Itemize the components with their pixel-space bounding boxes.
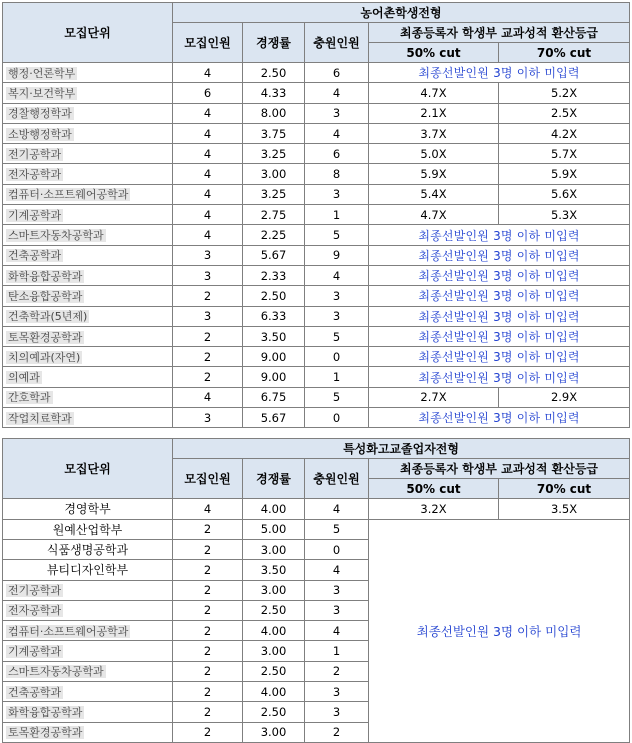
col-header-quota: 모집인원 [173,23,243,63]
add-cell: 6 [305,144,369,164]
not-entered-note: 최종선발인원 3명 이하 미입력 [369,367,630,387]
dept-name: 원예산업학부 [52,522,123,537]
col-header-dept: 모집단위 [3,439,173,499]
dept-name: 경영학부 [64,502,111,517]
dept-name: 전기공학과 [8,584,62,598]
cut70-cell: 5.6X [499,184,630,204]
add-cell: 4 [305,499,369,519]
col-header-50cut: 50% cut [369,43,499,63]
dept-cell [3,641,173,661]
dept-cell [3,83,173,103]
dept-name: 화학융합공학과 [8,269,83,283]
dept-cell [3,205,173,225]
dept-cell [3,347,173,367]
dept-name: 토목환경공학과 [8,726,83,740]
rate-cell: 2.50 [243,286,305,306]
table-row [3,144,630,164]
add-cell: 3 [305,184,369,204]
rate-cell: 3.75 [243,123,305,143]
rate-cell: 8.00 [243,103,305,123]
quota-cell: 2 [173,722,243,742]
rate-cell: 4.33 [243,83,305,103]
dept-name: 전자공학과 [8,604,62,618]
quota-cell: 6 [173,83,243,103]
dept-name: 토목환경공학과 [8,330,83,344]
dept-name: 뷰티디자인학부 [46,563,129,578]
not-entered-note: 최종선발인원 3명 이하 미입력 [369,326,630,346]
not-entered-note: 최종선발인원 3명 이하 미입력 [369,286,630,306]
cut50-cell: 4.7X [369,205,499,225]
dept-name: 화학융합공학과 [8,705,83,719]
rate-cell: 2.33 [243,265,305,285]
quota-cell: 3 [173,306,243,326]
quota-cell: 2 [173,682,243,702]
table-row [3,499,630,519]
quota-cell: 4 [173,123,243,143]
quota-cell: 2 [173,326,243,346]
dept-cell [3,702,173,722]
dept-cell [3,661,173,681]
rate-cell: 2.50 [243,702,305,722]
col-header-70cut: 70% cut [499,479,630,499]
cut50-cell: 2.7X [369,387,499,407]
dept-cell [3,387,173,407]
table-row [3,123,630,143]
table-row [3,265,630,285]
add-cell: 5 [305,519,369,539]
cut50-cell: 5.0X [369,144,499,164]
col-header-quota: 모집인원 [173,459,243,499]
add-cell: 3 [305,702,369,722]
dept-cell [3,722,173,742]
rate-cell: 3.50 [243,326,305,346]
table-row [3,225,630,245]
cut70-cell: 5.3X [499,205,630,225]
cut50-cell: 3.2X [369,499,499,519]
dept-name: 전자공학과 [8,168,62,182]
dept-name: 식품생명공학과 [46,543,129,558]
cut50-cell: 3.7X [369,123,499,143]
table-row [3,83,630,103]
dept-name: 소방행정학과 [8,127,72,141]
quota-cell: 2 [173,702,243,722]
group-title: 농어촌학생전형 [173,3,630,23]
dept-name: 치의예과(자연) [8,350,81,364]
table-row [3,245,630,265]
cut70-cell: 2.5X [499,103,630,123]
quota-cell: 2 [173,600,243,620]
table-row [3,326,630,346]
dept-cell [3,682,173,702]
dept-name: 기계공학과 [8,645,62,659]
dept-cell [3,408,173,428]
rate-cell: 5.67 [243,245,305,265]
dept-cell [3,286,173,306]
add-cell: 0 [305,347,369,367]
dept-cell [3,600,173,620]
dept-name: 건축공학과 [8,685,62,699]
not-entered-note: 최종선발인원 3명 이하 미입력 [369,265,630,285]
dept-cell [3,621,173,641]
quota-cell: 4 [173,225,243,245]
add-cell: 3 [305,682,369,702]
add-cell: 4 [305,621,369,641]
table-row [3,367,630,387]
dept-cell [3,103,173,123]
quota-cell: 2 [173,621,243,641]
col-header-rate: 경쟁률 [243,459,305,499]
quota-cell: 2 [173,641,243,661]
dept-name: 경찰행정학과 [8,107,72,121]
cut70-cell: 4.2X [499,123,630,143]
rate-cell: 9.00 [243,367,305,387]
table-row [3,184,630,204]
quota-cell: 4 [173,63,243,83]
group-title: 특성화고교졸업자전형 [173,439,630,459]
quota-cell: 4 [173,184,243,204]
dept-cell [3,184,173,204]
dept-cell [3,560,173,580]
rate-cell: 2.75 [243,205,305,225]
add-cell: 4 [305,265,369,285]
add-cell: 3 [305,580,369,600]
add-cell: 3 [305,286,369,306]
add-cell: 4 [305,83,369,103]
rate-cell: 2.50 [243,63,305,83]
not-entered-note: 최종선발인원 3명 이하 미입력 [369,347,630,367]
col-header-50cut: 50% cut [369,479,499,499]
quota-cell: 4 [173,144,243,164]
col-header-grade: 최종등록자 학생부 교과성적 환산등급 [369,459,630,479]
cut50-cell: 4.7X [369,83,499,103]
rate-cell: 5.00 [243,519,305,539]
dept-cell [3,63,173,83]
merged-not-entered-note: 최종선발인원 3명 이하 미입력 [369,519,630,742]
dept-cell [3,580,173,600]
not-entered-note: 최종선발인원 3명 이하 미입력 [369,225,630,245]
rate-cell: 3.00 [243,539,305,559]
table-row [3,164,630,184]
quota-cell: 4 [173,387,243,407]
rate-cell: 3.25 [243,144,305,164]
table-row [3,306,630,326]
dept-cell [3,164,173,184]
dept-name: 컴퓨터·소프트웨어공학과 [8,624,129,638]
quota-cell: 2 [173,286,243,306]
dept-cell [3,326,173,346]
cut70-cell: 2.9X [499,387,630,407]
dept-cell [3,225,173,245]
dept-name: 전기공학과 [8,147,62,161]
dept-name: 건축학과(5년제) [8,310,88,324]
dept-name: 탄소융합공학과 [8,289,83,303]
rural-admission-table [2,2,630,428]
rate-cell: 3.00 [243,722,305,742]
dept-name: 기계공학과 [8,208,62,222]
dept-cell [3,144,173,164]
add-cell: 3 [305,306,369,326]
dept-cell [3,367,173,387]
cut70-cell: 5.9X [499,164,630,184]
add-cell: 0 [305,408,369,428]
add-cell: 6 [305,63,369,83]
table-row [3,347,630,367]
col-header-70cut: 70% cut [499,43,630,63]
rate-cell: 9.00 [243,347,305,367]
cut50-cell: 5.4X [369,184,499,204]
rate-cell: 2.50 [243,661,305,681]
vocational-admission-table [2,438,630,743]
table-row [3,63,630,83]
cut70-cell: 5.7X [499,144,630,164]
dept-name: 복지·보건학부 [8,86,76,100]
cut70-cell: 5.2X [499,83,630,103]
quota-cell: 4 [173,103,243,123]
col-header-dept: 모집단위 [3,3,173,63]
rate-cell: 3.00 [243,641,305,661]
table-row [3,103,630,123]
add-cell: 2 [305,661,369,681]
rate-cell: 6.33 [243,306,305,326]
not-entered-note: 최종선발인원 3명 이하 미입력 [369,63,630,83]
add-cell: 4 [305,560,369,580]
table-row [3,519,630,539]
add-cell: 4 [305,123,369,143]
col-header-add: 충원인원 [305,23,369,63]
col-header-grade: 최종등록자 학생부 교과성적 환산등급 [369,23,630,43]
rate-cell: 3.00 [243,580,305,600]
dept-name: 스마트자동차공학과 [8,229,104,243]
dept-cell [3,519,173,539]
rate-cell: 3.50 [243,560,305,580]
rate-cell: 6.75 [243,387,305,407]
quota-cell: 4 [173,164,243,184]
dept-cell [3,265,173,285]
table-row [3,387,630,407]
col-header-add: 충원인원 [305,459,369,499]
table-row [3,205,630,225]
dept-name: 컴퓨터·소프트웨어공학과 [8,188,129,202]
quota-cell: 2 [173,580,243,600]
add-cell: 1 [305,641,369,661]
quota-cell: 2 [173,539,243,559]
quota-cell: 3 [173,408,243,428]
quota-cell: 4 [173,499,243,519]
dept-cell [3,539,173,559]
rate-cell: 4.00 [243,682,305,702]
add-cell: 3 [305,600,369,620]
add-cell: 5 [305,326,369,346]
quota-cell: 2 [173,519,243,539]
dept-name: 간호학과 [8,391,51,405]
cut70-cell: 3.5X [499,499,630,519]
add-cell: 3 [305,103,369,123]
dept-cell [3,499,173,519]
quota-cell: 2 [173,560,243,580]
cut50-cell: 2.1X [369,103,499,123]
add-cell: 5 [305,225,369,245]
add-cell: 5 [305,387,369,407]
quota-cell: 3 [173,265,243,285]
dept-name: 의예과 [8,371,40,385]
dept-cell [3,245,173,265]
not-entered-note: 최종선발인원 3명 이하 미입력 [369,408,630,428]
add-cell: 1 [305,367,369,387]
dept-name: 건축공학과 [8,249,62,263]
dept-cell [3,123,173,143]
quota-cell: 2 [173,661,243,681]
add-cell: 8 [305,164,369,184]
cut50-cell: 5.9X [369,164,499,184]
not-entered-note: 최종선발인원 3명 이하 미입력 [369,306,630,326]
rate-cell: 2.50 [243,600,305,620]
quota-cell: 2 [173,367,243,387]
col-header-rate: 경쟁률 [243,23,305,63]
add-cell: 0 [305,539,369,559]
dept-cell [3,306,173,326]
dept-name: 행정·언론학부 [8,66,76,80]
table-row [3,286,630,306]
table-row [3,408,630,428]
rate-cell: 3.25 [243,184,305,204]
dept-name: 작업치료학과 [8,411,72,425]
quota-cell: 3 [173,245,243,265]
rate-cell: 3.00 [243,164,305,184]
quota-cell: 2 [173,347,243,367]
rate-cell: 4.00 [243,499,305,519]
quota-cell: 4 [173,205,243,225]
rate-cell: 2.25 [243,225,305,245]
add-cell: 9 [305,245,369,265]
dept-name: 스마트자동차공학과 [8,665,104,679]
not-entered-note: 최종선발인원 3명 이하 미입력 [369,245,630,265]
add-cell: 2 [305,722,369,742]
rate-cell: 5.67 [243,408,305,428]
add-cell: 1 [305,205,369,225]
rate-cell: 4.00 [243,621,305,641]
